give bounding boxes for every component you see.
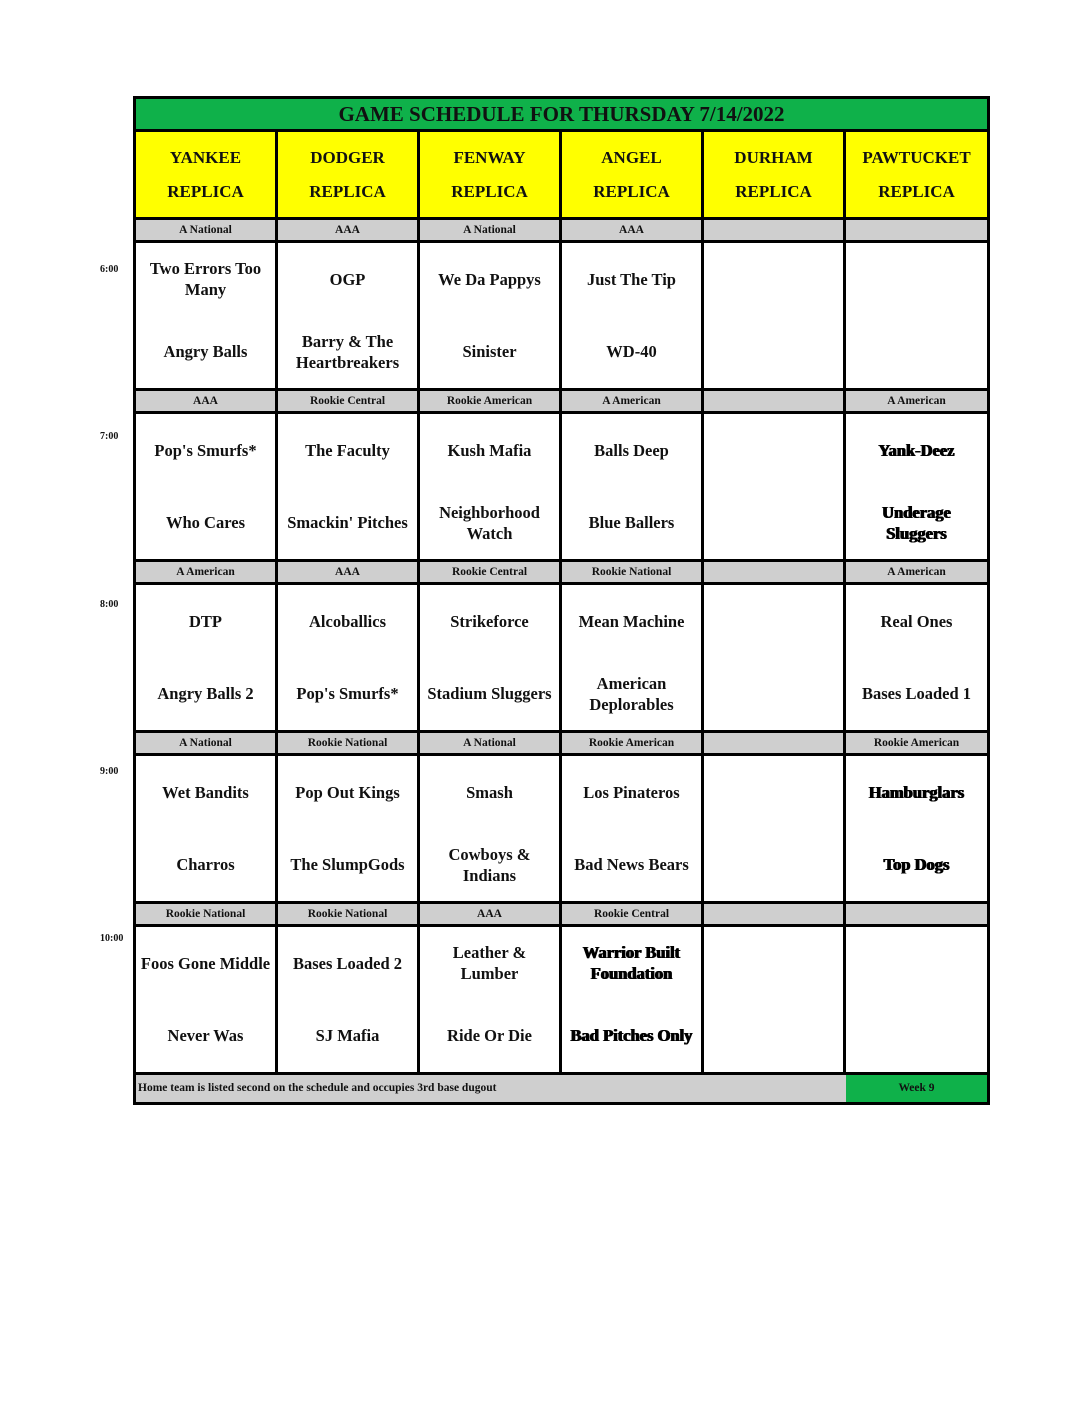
game-cell bbox=[562, 927, 704, 1072]
away-team: Just The Tip bbox=[587, 269, 676, 289]
game-cell bbox=[704, 243, 846, 388]
home-team bbox=[704, 487, 843, 560]
home-team bbox=[846, 1000, 987, 1073]
park-sub: REPLICA bbox=[593, 181, 670, 201]
away-team bbox=[704, 927, 843, 1000]
park-name: YANKEE bbox=[169, 147, 242, 167]
park-header bbox=[846, 132, 987, 217]
away-team bbox=[846, 927, 987, 1000]
division-label: Rookie American bbox=[420, 391, 562, 411]
footer-row bbox=[136, 1075, 987, 1102]
game-row bbox=[136, 414, 987, 562]
division-label: A American bbox=[887, 566, 946, 578]
game-cell bbox=[704, 756, 846, 901]
game-cell bbox=[420, 414, 562, 559]
home-team: Stadium Sluggers bbox=[427, 684, 552, 704]
home-team bbox=[704, 658, 843, 731]
division-label bbox=[846, 904, 987, 924]
away-team: Bases Loaded 2 bbox=[292, 953, 403, 973]
division-row bbox=[136, 220, 987, 243]
home-team: Bad News Bears bbox=[574, 855, 689, 875]
home-team: Charros bbox=[176, 855, 235, 875]
game-cell bbox=[420, 243, 562, 388]
home-team: Sinister bbox=[462, 342, 517, 362]
park-name: PAWTUCKET bbox=[862, 147, 971, 167]
away-team: Leather & Lumber bbox=[452, 943, 527, 984]
division-label bbox=[704, 391, 846, 411]
game-cell bbox=[278, 585, 420, 730]
division-label: Rookie Central bbox=[278, 391, 420, 411]
division-label: A American bbox=[136, 562, 278, 582]
game-cell bbox=[136, 414, 278, 559]
schedule-table bbox=[133, 96, 990, 1105]
game-cell bbox=[562, 756, 704, 901]
park-sub: REPLICA bbox=[309, 181, 386, 201]
home-team: Underage Sluggers bbox=[882, 502, 951, 543]
park-sub: REPLICA bbox=[735, 181, 812, 201]
away-team: Hamburglars bbox=[868, 782, 965, 802]
away-team: Smash bbox=[466, 782, 513, 802]
division-row bbox=[136, 391, 987, 414]
away-team: Los Pinateros bbox=[583, 782, 680, 802]
home-team: Angry Balls bbox=[163, 342, 248, 362]
home-team: Bases Loaded 1 bbox=[861, 684, 972, 704]
park-sub: REPLICA bbox=[167, 181, 244, 201]
game-cell bbox=[562, 243, 704, 388]
week-label: Week 9 bbox=[846, 1075, 987, 1102]
division-label bbox=[846, 220, 987, 240]
home-team: Barry & The Heartbreakers bbox=[295, 331, 400, 372]
game-cell bbox=[704, 927, 846, 1072]
home-team: Angry Balls 2 bbox=[157, 684, 254, 704]
division-label: AAA bbox=[420, 904, 562, 924]
division-row bbox=[136, 733, 987, 756]
away-team bbox=[704, 756, 843, 829]
division-label: A National bbox=[136, 733, 278, 753]
division-label: Rookie National bbox=[136, 904, 278, 924]
home-team bbox=[704, 316, 843, 389]
game-cell bbox=[136, 585, 278, 730]
away-team: Wet Bandits bbox=[162, 782, 249, 802]
division-label bbox=[704, 220, 846, 240]
game-cell bbox=[562, 585, 704, 730]
game-cell bbox=[846, 243, 987, 388]
time-label: 6:00 bbox=[100, 264, 119, 275]
game-cell bbox=[278, 756, 420, 901]
home-team bbox=[704, 829, 843, 902]
game-cell bbox=[278, 927, 420, 1072]
division-label: Rookie American bbox=[873, 737, 960, 749]
park-header bbox=[704, 132, 846, 217]
division-label bbox=[704, 733, 846, 753]
division-label: AAA bbox=[278, 220, 420, 240]
game-cell bbox=[846, 756, 987, 901]
home-team: WD-40 bbox=[606, 342, 657, 362]
home-team: Top Dogs bbox=[883, 855, 950, 875]
game-cell bbox=[136, 927, 278, 1072]
away-team: DTP bbox=[189, 611, 222, 631]
division-label: A American bbox=[562, 391, 704, 411]
game-cell bbox=[136, 756, 278, 901]
division-label bbox=[704, 562, 846, 582]
home-team: Who Cares bbox=[166, 513, 245, 533]
division-label: Rookie National bbox=[278, 733, 420, 753]
home-team bbox=[704, 1000, 843, 1073]
game-row bbox=[136, 756, 987, 904]
division-label: Rookie National bbox=[562, 562, 704, 582]
park-header-row bbox=[136, 132, 987, 220]
away-team: Foos Gone Middle bbox=[140, 953, 271, 973]
away-team: We Da Pappys bbox=[438, 269, 541, 289]
game-cell bbox=[420, 756, 562, 901]
game-cell bbox=[136, 243, 278, 388]
division-label: Rookie Central bbox=[562, 904, 704, 924]
division-label: Rookie Central bbox=[420, 562, 562, 582]
park-name: FENWAY bbox=[453, 147, 526, 167]
game-cell bbox=[846, 927, 987, 1072]
away-team: OGP bbox=[329, 269, 366, 289]
home-team: Neighborhood Watch bbox=[439, 502, 540, 543]
game-cell bbox=[846, 585, 987, 730]
division-label: A National bbox=[420, 733, 562, 753]
game-cell bbox=[704, 585, 846, 730]
home-team-note: Home team is listed second on the schedule and occupies 3rd base dugout bbox=[136, 1075, 846, 1102]
game-row bbox=[136, 243, 987, 391]
away-team bbox=[704, 414, 843, 487]
home-team: SJ Mafia bbox=[315, 1026, 380, 1046]
park-header bbox=[562, 132, 704, 217]
game-cell bbox=[846, 414, 987, 559]
home-team: Never Was bbox=[167, 1026, 244, 1046]
park-header bbox=[136, 132, 278, 217]
away-team: Alcoballics bbox=[309, 611, 386, 631]
game-cell bbox=[562, 414, 704, 559]
division-label: Rookie National bbox=[278, 904, 420, 924]
away-team: Balls Deep bbox=[594, 440, 669, 460]
division-label: AAA bbox=[562, 220, 704, 240]
home-team bbox=[846, 316, 987, 389]
away-team bbox=[704, 585, 843, 658]
game-cell bbox=[420, 585, 562, 730]
game-row bbox=[136, 585, 987, 733]
time-label: 7:00 bbox=[100, 431, 119, 442]
home-team: Cowboys & Indians bbox=[448, 844, 531, 885]
division-label: A American bbox=[887, 395, 946, 407]
park-sub: REPLICA bbox=[878, 181, 955, 201]
division-label bbox=[704, 904, 846, 924]
away-team: The Faculty bbox=[305, 440, 390, 460]
away-team: Pop Out Kings bbox=[295, 782, 400, 802]
away-team: Pop's Smurfs* bbox=[154, 440, 257, 460]
division-row bbox=[136, 562, 987, 585]
time-label: 8:00 bbox=[100, 599, 119, 610]
schedule-title: GAME SCHEDULE FOR THURSDAY 7/14/2022 bbox=[136, 99, 987, 132]
time-label: 9:00 bbox=[100, 766, 119, 777]
away-team: Mean Machine bbox=[578, 611, 685, 631]
home-team: Pop's Smurfs* bbox=[296, 684, 399, 704]
division-label: A National bbox=[420, 220, 562, 240]
park-name: DURHAM bbox=[734, 147, 813, 167]
time-label: 10:00 bbox=[100, 933, 124, 944]
game-row bbox=[136, 927, 987, 1075]
park-name: ANGEL bbox=[601, 147, 662, 167]
away-team: Warrior Built Foundation bbox=[582, 943, 681, 984]
home-team: Blue Ballers bbox=[588, 513, 675, 533]
away-team: Strikeforce bbox=[450, 611, 529, 631]
division-label: A National bbox=[136, 220, 278, 240]
home-team: Ride Or Die bbox=[447, 1026, 532, 1046]
home-team: Bad Pitches Only bbox=[570, 1026, 693, 1046]
division-label: AAA bbox=[136, 391, 278, 411]
park-sub: REPLICA bbox=[451, 181, 528, 201]
division-label: Rookie American bbox=[562, 733, 704, 753]
home-team: Smackin' Pitches bbox=[287, 513, 408, 533]
home-team: The SlumpGods bbox=[290, 855, 405, 875]
game-cell bbox=[704, 414, 846, 559]
park-header bbox=[278, 132, 420, 217]
game-cell bbox=[278, 414, 420, 559]
division-label: AAA bbox=[278, 562, 420, 582]
home-team: American Deplorables bbox=[589, 673, 674, 714]
division-row bbox=[136, 904, 987, 927]
park-header bbox=[420, 132, 562, 217]
away-team bbox=[846, 243, 987, 316]
away-team: Two Errors Too Many bbox=[149, 259, 262, 300]
park-name: DODGER bbox=[310, 147, 385, 167]
game-cell bbox=[278, 243, 420, 388]
away-team: Yank-Deez bbox=[878, 440, 955, 460]
away-team: Kush Mafia bbox=[447, 440, 532, 460]
game-cell bbox=[420, 927, 562, 1072]
away-team: Real Ones bbox=[880, 611, 953, 631]
away-team bbox=[704, 243, 843, 316]
